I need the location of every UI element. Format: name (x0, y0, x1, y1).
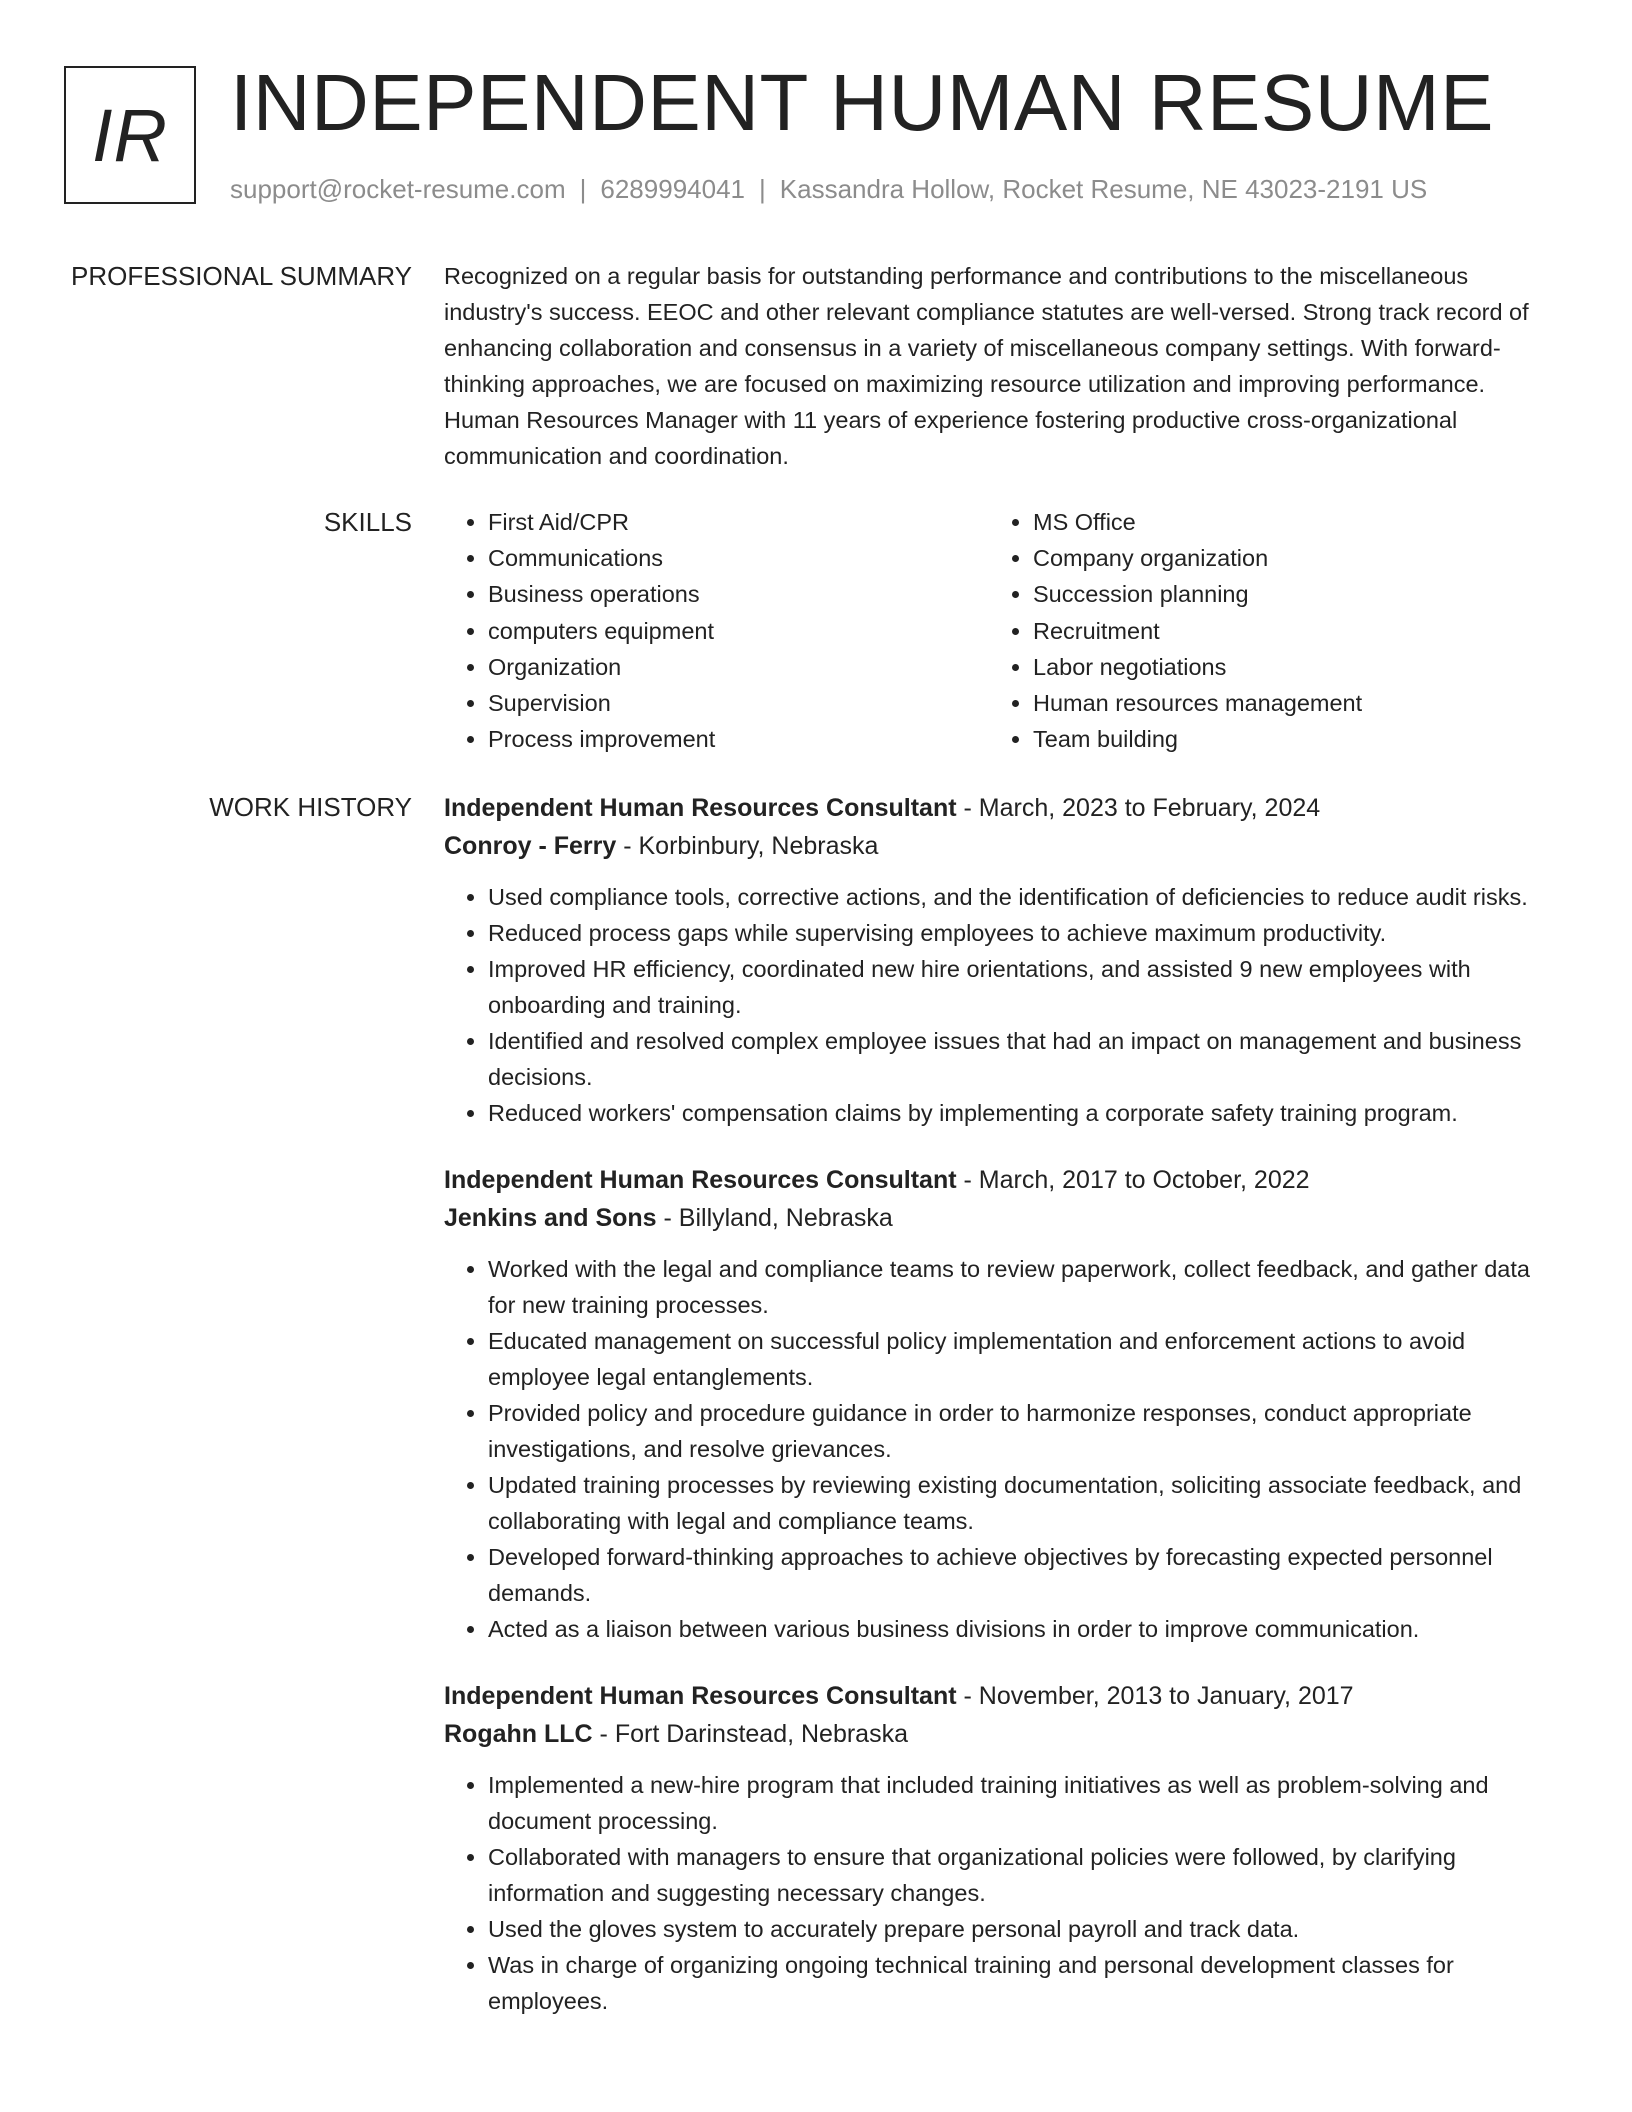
monogram-badge (64, 66, 196, 204)
section-heading: WORK HISTORY (209, 792, 412, 822)
skill-item: • Organization (488, 649, 989, 685)
skill-item: • Process improvement (488, 721, 989, 757)
job-bullets (444, 1767, 1554, 2019)
skill-item: • Succession planning (1033, 576, 1534, 612)
monogram-text: IR (92, 93, 168, 177)
skills-list-left (444, 504, 989, 757)
job-company: Conroy - Ferry (444, 832, 617, 860)
job-title-line: Independent Human Resources Consultant - November, 2013 to January, 2017 (444, 1682, 1354, 1710)
skill-item: • MS Office (1033, 504, 1534, 540)
contact-line (230, 172, 1427, 206)
skill-item: • First Aid/CPR (488, 504, 989, 540)
job-entry (444, 1677, 1554, 2019)
skills-list-right (989, 504, 1534, 757)
work-history-body (444, 789, 1554, 2049)
job-bullet: • Improved HR efficiency, coordinated new hire orientations, and assisted 9 new employees with onboarding and training. (488, 951, 1554, 1023)
job-entry (444, 789, 1554, 1131)
section-heading: PROFESSIONAL SUMMARY (71, 261, 412, 291)
contact-separator: | (579, 174, 587, 204)
summary-text: Recognized on a regular basis for outstanding performance and contributions to the miscellaneous industry's success. EEOC and other relevant compliance statutes are well-versed. Strong track record of enhancing collaboration and consensus in a variety of miscellaneous company settings. With forward-thinking approaches, we are focused on maximizing resource utilization and improving performance. Human Resources Manager with 11 years of experience fostering productive cross-organizational communication and coordination. (444, 263, 1529, 469)
job-company-line: Jenkins and Sons - Billyland, Nebraska (444, 1204, 893, 1232)
resume-name: INDEPENDENT HUMAN RESUME (230, 58, 1494, 147)
job-bullet: • Implemented a new-hire program that included training initiatives as well as problem-solving and document processing. (488, 1767, 1554, 1839)
job-bullet: • Used the gloves system to accurately prepare personal payroll and track data. (488, 1911, 1554, 1947)
contact-address: Kassandra Hollow, Rocket Resume, NE 43023-2191 US (779, 174, 1428, 204)
skills-columns (444, 504, 1554, 757)
job-dates: March, 2023 to February, 2024 (978, 794, 1321, 822)
skill-item: • Company organization (1033, 540, 1534, 576)
job-title-line: Independent Human Resources Consultant - March, 2017 to October, 2022 (444, 1166, 1310, 1194)
job-bullet: • Developed forward-thinking approaches to achieve objectives by forecasting expected personnel demands. (488, 1539, 1554, 1611)
job-title: Independent Human Resources Consultant (444, 1682, 957, 1710)
contact-phone: 6289994041 (600, 174, 745, 204)
skill-item: • Labor negotiations (1033, 649, 1534, 685)
job-bullet: • Provided policy and procedure guidance in order to harmonize responses, conduct appropriate investigations, and resolve grievances. (488, 1395, 1554, 1467)
job-bullet: • Reduced process gaps while supervising employees to achieve maximum productivity. (488, 915, 1554, 951)
skill-item: • Business operations (488, 576, 989, 612)
skill-item: • Recruitment (1033, 613, 1534, 649)
job-company: Rogahn LLC (444, 1720, 593, 1748)
job-company-line: Rogahn LLC - Fort Darinstead, Nebraska (444, 1720, 908, 1748)
job-bullet: • Used compliance tools, corrective actions, and the identification of deficiencies to reduce audit risks. (488, 879, 1554, 915)
job-bullet: • Was in charge of organizing ongoing technical training and personal development classes for employees. (488, 1947, 1554, 2019)
skill-item: • Human resources management (1033, 685, 1534, 721)
job-bullet: • Identified and resolved complex employee issues that had an impact on management and business decisions. (488, 1023, 1554, 1095)
job-bullet: • Collaborated with managers to ensure that organizational policies were followed, by clarifying information and suggesting necessary changes. (488, 1839, 1554, 1911)
job-location: Billyland, Nebraska (678, 1204, 893, 1232)
job-title: Independent Human Resources Consultant (444, 794, 957, 822)
job-dates: November, 2013 to January, 2017 (978, 1682, 1354, 1710)
job-title-line: Independent Human Resources Consultant - March, 2023 to February, 2024 (444, 794, 1321, 822)
job-title: Independent Human Resources Consultant (444, 1166, 957, 1194)
skill-item: • Team building (1033, 721, 1534, 757)
skill-item: • computers equipment (488, 613, 989, 649)
job-company: Jenkins and Sons (444, 1204, 657, 1232)
job-bullets (444, 1251, 1554, 1647)
contact-email: support@rocket-resume.com (230, 174, 566, 204)
job-bullet: • Educated management on successful policy implementation and enforcement actions to avoid employee legal entanglements. (488, 1323, 1554, 1395)
job-dates: March, 2017 to October, 2022 (978, 1166, 1310, 1194)
job-entry (444, 1161, 1554, 1647)
contact-separator: | (759, 174, 766, 204)
job-bullet: • Reduced workers' compensation claims by implementing a corporate safety training program. (488, 1095, 1554, 1131)
job-bullet: • Acted as a liaison between various business divisions in order to improve communication. (488, 1611, 1554, 1647)
job-company-line: Conroy - Ferry - Korbinbury, Nebraska (444, 832, 879, 860)
job-location: Fort Darinstead, Nebraska (614, 1720, 908, 1748)
skill-item: • Communications (488, 540, 989, 576)
job-bullets (444, 879, 1554, 1131)
job-bullet: • Worked with the legal and compliance teams to review paperwork, collect feedback, and gather data for new training processes. (488, 1251, 1554, 1323)
job-location: Korbinbury, Nebraska (638, 832, 879, 860)
skill-item: • Supervision (488, 685, 989, 721)
job-bullet: • Updated training processes by reviewing existing documentation, soliciting associate feedback, and collaborating with legal and compliance teams. (488, 1467, 1554, 1539)
section-heading: SKILLS (323, 507, 412, 537)
